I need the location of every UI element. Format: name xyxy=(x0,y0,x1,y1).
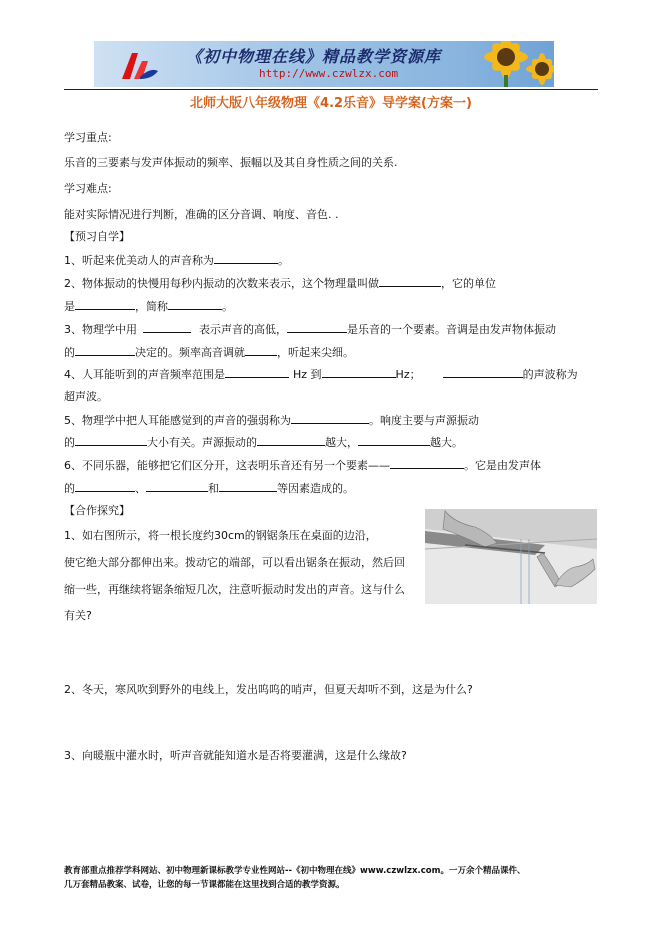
difficulty-text: 能对实际情况进行判断，准确的区分音调、响度、音色. . xyxy=(64,208,339,221)
preview-q6-line1: 6、不同乐器，能够把它们区分开，这表明乐音还有另一个要素—— 。它是由发声体 xyxy=(64,459,541,472)
blank[interactable] xyxy=(214,253,278,264)
header-banner xyxy=(94,41,554,87)
preview-q6-line2: 的 、 和 等因素造成的。 xyxy=(64,482,354,495)
blank[interactable] xyxy=(143,322,191,333)
preview-q2-line2: 是 ，简称 。 xyxy=(64,300,233,313)
footer-line1: 教育部重点推荐学科网站、初中物理新课标教学专业性网站--《初中物理在线》www.czwlzx.com。一万余个精品课件、 xyxy=(64,866,526,876)
explore-q1-line4: 有关? xyxy=(64,609,92,622)
preview-q1: 1、听起来优美动人的声音称为 。 xyxy=(64,254,289,267)
blank[interactable] xyxy=(245,345,277,356)
banner-title: 《初中物理在线》精品教学资源库 xyxy=(186,47,442,66)
preview-q3-line2: 的 决定的。频率高音调就 ，听起来尖细。 xyxy=(64,346,354,359)
blank[interactable] xyxy=(225,367,289,378)
preview-heading: 【预习自学】 xyxy=(64,230,130,243)
blank[interactable] xyxy=(257,435,325,446)
header-rule xyxy=(64,89,598,90)
blank[interactable] xyxy=(75,481,135,492)
preview-q4-line1: 4、人耳能听到的声音频率范围是 Hz 到 Hz； 的声波称为 xyxy=(64,368,578,381)
document-title: 北师大版八年级物理《4.2乐音》导学案(方案一) xyxy=(190,96,472,111)
blank[interactable] xyxy=(443,367,523,378)
blank[interactable] xyxy=(219,481,277,492)
blank[interactable] xyxy=(75,435,147,446)
blank[interactable] xyxy=(75,345,135,356)
sunflower-icon xyxy=(476,41,554,87)
explore-q1-line2: 使它绝大部分都伸出来。拨动它的端部，可以看出锯条在振动，然后回 xyxy=(64,556,405,569)
explore-q3: 3、向暖瓶中灌水时，听声音就能知道水是否将要灌满，这是什么缘故? xyxy=(64,749,407,762)
site-logo-icon xyxy=(118,47,160,83)
preview-q5-line2: 的 大小有关。声源振动的 越大， 越大。 xyxy=(64,436,463,449)
blank[interactable] xyxy=(146,481,208,492)
preview-q4-line2: 超声波。 xyxy=(64,390,108,403)
key-points-text: 乐音的三要素与发声体振动的频率、振幅以及其自身性质之间的关系. xyxy=(64,156,398,169)
blank[interactable] xyxy=(358,435,430,446)
explore-q1-line3: 缩一些，再继续将锯条缩短几次，注意听振动时发出的声音。这与什么 xyxy=(64,583,405,596)
difficulty-label: 学习难点: xyxy=(64,182,112,195)
explore-q1-line1: 1、如右图所示，将一根长度约30cm的钢锯条压在桌面的边沿， xyxy=(64,529,377,542)
blank[interactable] xyxy=(322,367,396,378)
key-points-label: 学习重点: xyxy=(64,131,112,144)
banner-url: http://www.czwlzx.com xyxy=(259,67,399,80)
preview-q2-line1: 2、物体振动的快慢用每秒内振动的次数来表示，这个物理量叫做 ，它的单位 xyxy=(64,277,496,290)
explore-heading: 【合作探究】 xyxy=(64,504,130,517)
footer-line2: 几万套精品教案、试卷，让您的每一节课都能在这里找到合适的教学资源。 xyxy=(64,880,345,890)
preview-q3-line1: 3、物理学中用 表示声音的高低， 是乐音的一个要素。音调是由发声物体振动 xyxy=(64,323,556,336)
blank[interactable] xyxy=(390,458,464,469)
blank[interactable] xyxy=(379,276,441,287)
blank[interactable] xyxy=(291,413,369,424)
blank[interactable] xyxy=(168,299,222,310)
saw-blade-experiment-image xyxy=(425,509,597,604)
blank[interactable] xyxy=(75,299,135,310)
explore-q2: 2、冬天，寒风吹到野外的电线上，发出呜呜的哨声，但夏天却听不到，这是为什么? xyxy=(64,683,473,696)
blank[interactable] xyxy=(287,322,347,333)
preview-q5-line1: 5、物理学中把人耳能感觉到的声音的强弱称为 。响度主要与声源振动 xyxy=(64,414,479,427)
